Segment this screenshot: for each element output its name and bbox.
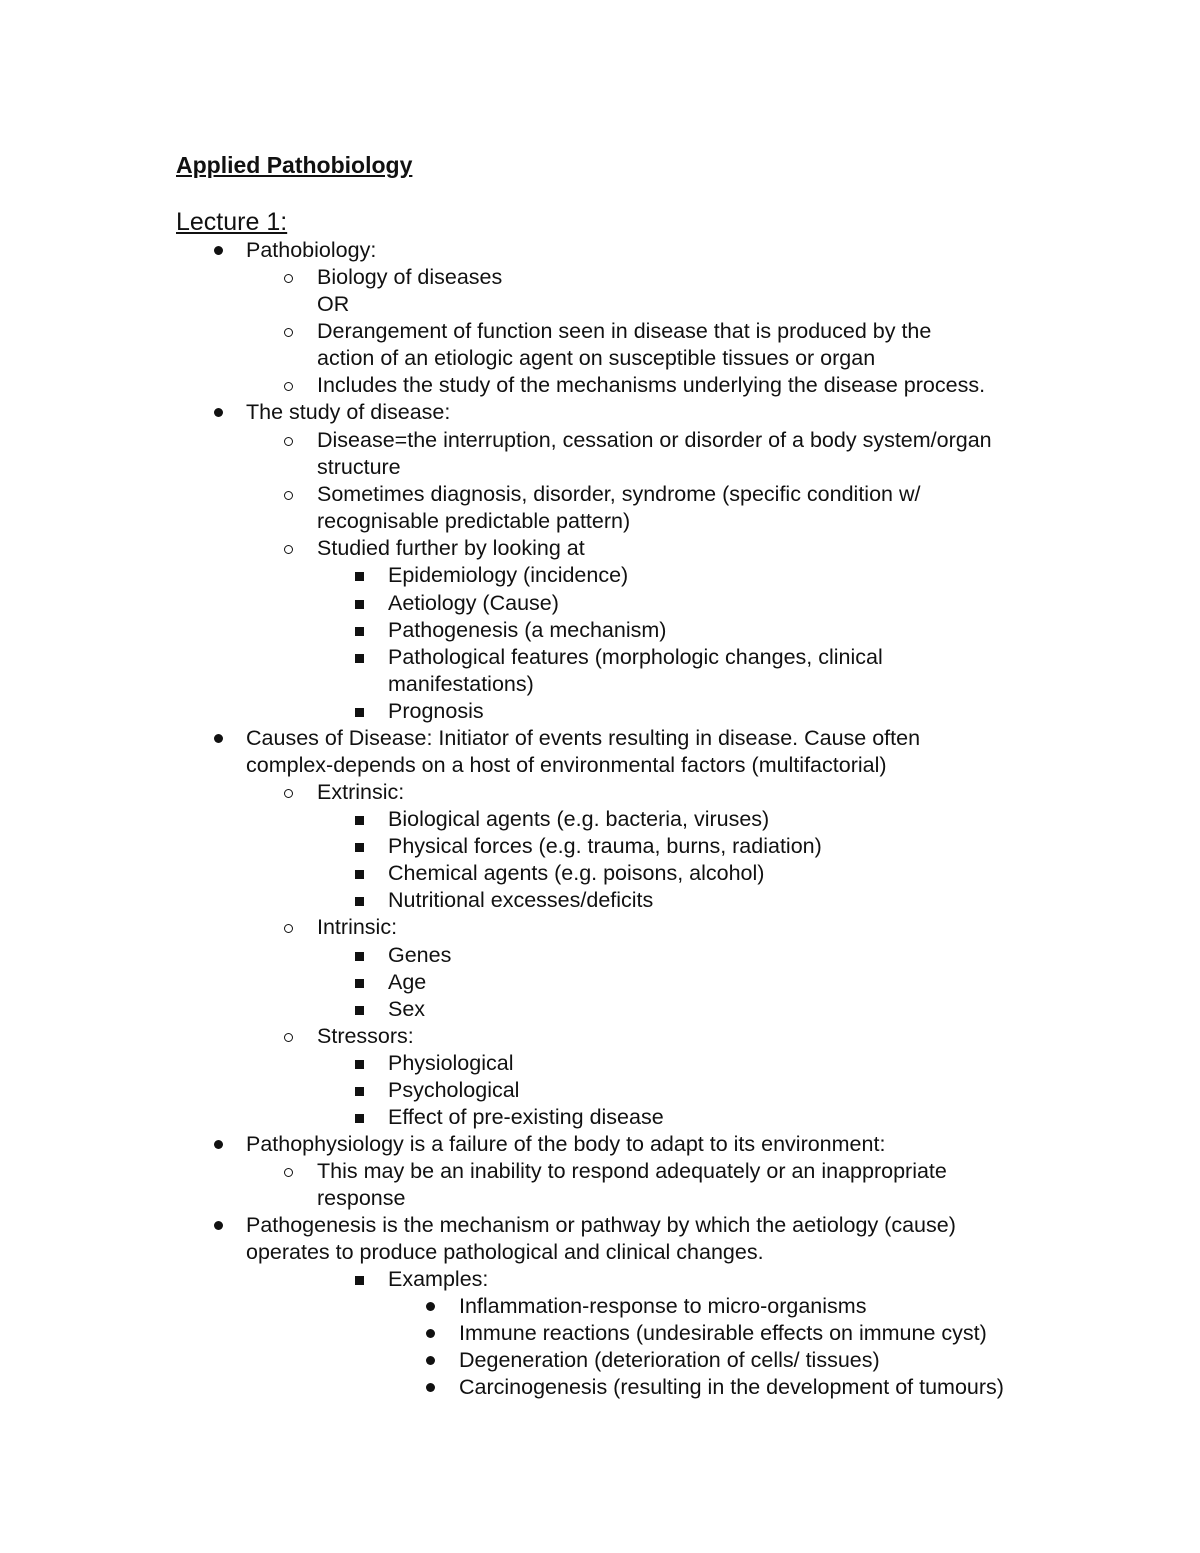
list-item-text: Pathogenesis is the mechanism or pathway by which the aetiology (cause) [246, 1213, 956, 1237]
list-item-text: Prognosis [388, 699, 484, 723]
list-item-text: Pathobiology: [246, 238, 377, 262]
list-item [0, 562, 1200, 589]
list-item [0, 833, 1200, 860]
bullet-square-icon [355, 708, 364, 717]
list-item-continuation [0, 752, 1200, 779]
list-item [0, 887, 1200, 914]
list-item [0, 1104, 1200, 1131]
bullet-square-icon [355, 572, 364, 581]
list-item-text: Intrinsic: [317, 915, 398, 939]
list-item [0, 1347, 1200, 1374]
bullet-circle-icon [284, 274, 293, 283]
list-item-text: Physical forces (e.g. trauma, burns, radiation) [388, 834, 822, 858]
list-item-text: Physiological [388, 1051, 514, 1075]
bullet-square-icon [355, 654, 364, 663]
bullet-square-icon [355, 952, 364, 961]
list-item-text: Biology of diseases [317, 265, 503, 289]
list-item [0, 427, 1200, 454]
list-item-continuation [0, 671, 1200, 698]
list-item-text: Degeneration (deterioration of cells/ tissues) [459, 1348, 880, 1372]
list-item-text: Sometimes diagnosis, disorder, syndrome (specific condition w/ [317, 482, 921, 506]
list-item [0, 481, 1200, 508]
bullet-circle-icon [284, 1033, 293, 1042]
document-title: Applied Pathobiology [176, 152, 413, 178]
list-item [0, 1077, 1200, 1104]
bullet-dot-icon [214, 734, 223, 743]
list-item [0, 1293, 1200, 1320]
list-item [0, 372, 1200, 399]
list-item [0, 806, 1200, 833]
bullet-dot-icon [426, 1356, 435, 1365]
bullet-square-icon [355, 627, 364, 636]
bullet-square-icon [355, 1060, 364, 1069]
list-item [0, 860, 1200, 887]
bullet-dot-icon [426, 1302, 435, 1311]
bullet-square-icon [355, 897, 364, 906]
list-item-text: Causes of Disease: Initiator of events resulting in disease. Cause often [246, 726, 921, 750]
bullet-circle-icon [284, 382, 293, 391]
list-item [0, 1320, 1200, 1347]
list-item-text: Sex [388, 997, 426, 1021]
list-item-text: Extrinsic: [317, 780, 405, 804]
list-item-continuation [0, 454, 1200, 481]
list-item-text: The study of disease: [246, 400, 451, 424]
list-item-text: recognisable predictable pattern) [317, 509, 631, 533]
list-item [0, 617, 1200, 644]
bullet-circle-icon [284, 545, 293, 554]
bullet-square-icon [355, 843, 364, 852]
list-item-continuation [0, 291, 1200, 318]
bullet-dot-icon [214, 1221, 223, 1230]
list-item-text: Includes the study of the mechanisms underlying the disease process. [317, 373, 986, 397]
list-item [0, 590, 1200, 617]
bullet-circle-icon [284, 924, 293, 933]
bullet-circle-icon [284, 789, 293, 798]
bullet-circle-icon [284, 437, 293, 446]
list-item-text: Examples: [388, 1267, 489, 1291]
list-item-continuation [0, 508, 1200, 535]
list-item-text: Epidemiology (incidence) [388, 563, 629, 587]
list-item-text: Immune reactions (undesirable effects on immune cyst) [459, 1321, 987, 1345]
list-item-continuation [0, 1239, 1200, 1266]
list-item-text: action of an etiologic agent on susceptible tissues or organ [317, 346, 876, 370]
bullet-circle-icon [284, 328, 293, 337]
list-item [0, 1158, 1200, 1185]
list-item-text: Chemical agents (e.g. poisons, alcohol) [388, 861, 765, 885]
bullet-square-icon [355, 1114, 364, 1123]
list-item [0, 1050, 1200, 1077]
list-item-text: Derangement of function seen in disease that is produced by the [317, 319, 932, 343]
list-item-text: Effect of pre-existing disease [388, 1105, 664, 1129]
list-item-text: manifestations) [388, 672, 534, 696]
list-item-text: Pathogenesis (a mechanism) [388, 618, 667, 642]
list-item-text: complex-depends on a host of environmental factors (multifactorial) [246, 753, 887, 777]
list-item [0, 318, 1200, 345]
list-item-text: OR [317, 292, 350, 316]
bullet-square-icon [355, 1276, 364, 1285]
lecture-heading: Lecture 1: [176, 208, 288, 236]
list-item [0, 399, 1200, 426]
list-item [0, 942, 1200, 969]
list-item-text: Aetiology (Cause) [388, 591, 559, 615]
bullet-square-icon [355, 1006, 364, 1015]
list-item-text: structure [317, 455, 401, 479]
list-item [0, 914, 1200, 941]
list-item-text: Psychological [388, 1078, 520, 1102]
bullet-square-icon [355, 600, 364, 609]
list-item-text: This may be an inability to respond adequately or an inappropriate [317, 1159, 947, 1183]
bullet-dot-icon [214, 1140, 223, 1149]
list-item [0, 1266, 1200, 1293]
bullet-dot-icon [214, 408, 223, 417]
list-item [0, 698, 1200, 725]
list-item-continuation [0, 345, 1200, 372]
list-item-text: Nutritional excesses/deficits [388, 888, 654, 912]
list-item-text: Pathological features (morphologic changes, clinical [388, 645, 883, 669]
bullet-square-icon [355, 870, 364, 879]
list-item-text: Biological agents (e.g. bacteria, viruses) [388, 807, 770, 831]
list-item [0, 1131, 1200, 1158]
list-item [0, 644, 1200, 671]
bullet-circle-icon [284, 491, 293, 500]
bullet-dot-icon [426, 1329, 435, 1338]
list-item-text: operates to produce pathological and clinical changes. [246, 1240, 764, 1264]
list-item-text: response [317, 1186, 406, 1210]
bullet-square-icon [355, 816, 364, 825]
list-item-text: Pathophysiology is a failure of the body to adapt to its environment: [246, 1132, 886, 1156]
list-item [0, 237, 1200, 264]
list-item [0, 535, 1200, 562]
list-item-text: Inflammation-response to micro-organisms [459, 1294, 867, 1318]
bullet-square-icon [355, 1087, 364, 1096]
list-item-text: Carcinogenesis (resulting in the development of tumours) [459, 1375, 1004, 1399]
list-item [0, 996, 1200, 1023]
list-item-text: Age [388, 970, 427, 994]
list-item [0, 1212, 1200, 1239]
bullet-square-icon [355, 979, 364, 988]
bullet-dot-icon [214, 246, 223, 255]
list-item [0, 1023, 1200, 1050]
bullet-dot-icon [426, 1383, 435, 1392]
bullet-circle-icon [284, 1168, 293, 1177]
list-item-continuation [0, 1185, 1200, 1212]
list-item-text: Genes [388, 943, 452, 967]
list-item [0, 725, 1200, 752]
list-item [0, 264, 1200, 291]
list-item-text: Disease=the interruption, cessation or disorder of a body system/organ [317, 428, 992, 452]
list-item [0, 969, 1200, 996]
list-item-text: Studied further by looking at [317, 536, 585, 560]
list-item [0, 1374, 1200, 1401]
list-item-text: Stressors: [317, 1024, 414, 1048]
list-item [0, 779, 1200, 806]
